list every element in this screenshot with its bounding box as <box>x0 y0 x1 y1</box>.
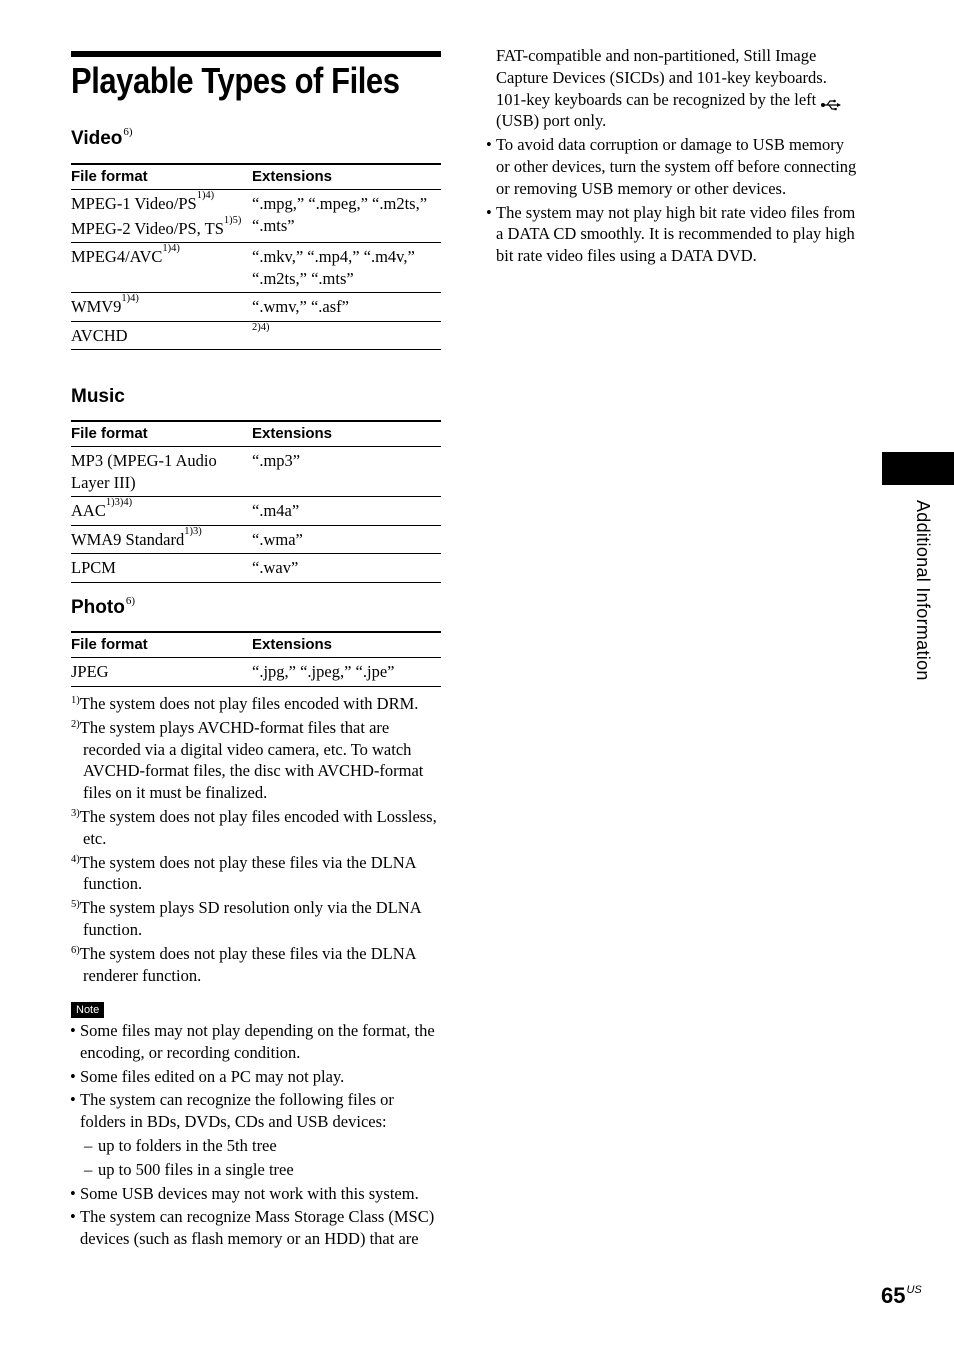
list-item-text: The system may not play high bit rate video files from a DATA CD smoothly. It is recommended to play high bit rate video files using a DATA DVD. <box>496 202 856 266</box>
list-item <box>70 1089 442 1133</box>
photo-heading-text: Photo <box>71 597 125 618</box>
format-cell <box>71 447 252 497</box>
usb-icon <box>820 95 842 107</box>
format-line <box>71 214 252 240</box>
format-cell <box>71 243 252 293</box>
table-header-row <box>71 632 441 658</box>
column-header-format: File format <box>71 164 252 190</box>
extensions-cell: “.mkv,” “.mp4,” “.m4v,” “.m2ts,” “.mts” <box>252 243 441 293</box>
footnote-mark: 6) <box>71 944 80 956</box>
note-list-right <box>486 134 858 267</box>
footnote-text: The system plays SD resolution only via the DLNA function. <box>79 898 421 939</box>
dash: – <box>84 1159 93 1179</box>
table-row <box>71 554 441 583</box>
extensions-cell: “.mp3” <box>252 447 441 497</box>
video-heading-text: Video <box>71 128 123 149</box>
extensions-cell: “.jpg,” “.jpeg,” “.jpe” <box>252 658 441 687</box>
footnote-text: The system does not play files encoded with DRM. <box>79 694 419 713</box>
continuation-text <box>486 45 858 132</box>
format-note: 1)3)4) <box>105 497 133 508</box>
list-item-text: Some files may not play depending on the format, the encoding, or recording condition. <box>80 1021 435 1062</box>
list-item-text: The system can recognize Mass Storage Class (MSC) devices (such as flash memory or an HDD) that are <box>80 1207 435 1249</box>
format-line <box>71 190 252 215</box>
video-heading <box>71 128 133 150</box>
table-row <box>71 497 441 526</box>
table-row <box>71 190 441 243</box>
footnote-mark: 2) <box>71 718 80 730</box>
footnote-mark: 1) <box>71 695 80 706</box>
table-row <box>71 321 441 350</box>
list-item <box>486 202 858 267</box>
list-item-text: up to folders in the 5th tree <box>98 1135 277 1155</box>
format-cell <box>71 497 252 526</box>
format-text: MPEG-1 Video/PS <box>71 194 197 213</box>
note-list <box>70 1020 442 1252</box>
format-note: 1)4) <box>162 243 180 254</box>
music-table <box>71 420 441 583</box>
photo-table <box>71 631 441 687</box>
footnote <box>71 693 443 715</box>
video-heading-note: 6) <box>123 126 133 138</box>
extensions-cell <box>252 321 441 350</box>
format-text: WMV9 <box>71 297 122 316</box>
footnote <box>71 806 443 850</box>
extensions-note: 2)4) <box>252 321 270 333</box>
bullet: • <box>70 1021 76 1040</box>
format-text: MPEG-2 Video/PS, TS <box>71 218 224 238</box>
bullet: • <box>70 1066 76 1086</box>
bullet: • <box>70 1090 76 1110</box>
format-text: WMA9 Standard <box>71 529 185 549</box>
format-cell: JPEG <box>71 658 252 687</box>
bullet: • <box>486 202 492 222</box>
list-item-text: up to 500 files in a single tree <box>98 1159 294 1179</box>
format-cell <box>71 190 252 243</box>
table-row <box>71 525 441 554</box>
column-header-format: File format <box>71 421 252 447</box>
format-note: 1)5) <box>223 214 242 226</box>
bullet: • <box>70 1207 76 1227</box>
extensions-cell: “.mpg,” “.mpeg,” “.m2ts,” “.mts” <box>252 190 441 243</box>
format-cell <box>71 321 252 350</box>
format-text: MP3 (MPEG-1 Audio Layer III) <box>71 451 217 492</box>
format-cell <box>71 525 252 554</box>
format-cell <box>71 554 252 583</box>
list-subitem <box>70 1135 442 1157</box>
page-number <box>881 1283 922 1309</box>
table-row <box>71 447 441 497</box>
continuation-text-b: (USB) port only. <box>496 111 607 131</box>
footnotes <box>71 693 443 988</box>
page-number-suffix: US <box>906 1284 922 1296</box>
format-text: MPEG4/AVC <box>71 247 163 266</box>
page-title: Playable Types of Files <box>71 60 400 101</box>
list-item <box>70 1183 442 1205</box>
format-note: 1)4) <box>121 293 139 304</box>
video-table <box>71 163 441 350</box>
footnote-mark: 5) <box>71 899 80 911</box>
list-item-text: To avoid data corruption or damage to USB memory or other devices, turn the system off before connecting or removing USB memory or other devices. <box>496 135 857 198</box>
side-tab-block <box>882 452 954 485</box>
format-text: AAC <box>71 501 106 520</box>
extensions-cell: “.m4a” <box>252 497 441 526</box>
list-item <box>70 1020 442 1064</box>
list-item-text: The system can recognize the following files or folders in BDs, DVDs, CDs and USB devices: <box>80 1090 394 1132</box>
note-continuation <box>486 45 858 269</box>
footnote-text: The system does not play files encoded with Lossless, etc. <box>79 806 437 848</box>
title-rule <box>71 51 441 57</box>
format-cell <box>71 293 252 322</box>
table-header-row <box>71 421 441 447</box>
music-heading: Music <box>71 386 125 407</box>
list-subitem <box>70 1159 442 1181</box>
footnote-mark: 4) <box>71 853 80 865</box>
list-item <box>486 134 858 199</box>
photo-heading <box>71 597 135 619</box>
footnote-text: The system does not play these files via the DLNA function. <box>79 852 416 894</box>
extensions-cell: “.wma” <box>252 525 441 554</box>
photo-heading-note: 6) <box>125 595 135 607</box>
list-item-text: Some USB devices may not work with this system. <box>80 1183 419 1203</box>
footnote-text: The system does not play these files via the DLNA renderer function. <box>79 943 416 985</box>
format-text: LPCM <box>71 558 116 577</box>
note-badge: Note <box>71 1002 104 1018</box>
extensions-cell: “.wmv,” “.asf” <box>252 293 441 322</box>
list-item <box>70 1066 442 1088</box>
column-header-format: File format <box>71 632 252 658</box>
format-note: 1)3) <box>184 525 202 537</box>
format-text: AVCHD <box>71 325 128 345</box>
continuation-text-a: FAT-compatible and non-partitioned, Still Image Capture Devices (SICDs) and 101-key keyboards. 101-key keyboards can be recognized by the left <box>496 46 827 109</box>
footnote <box>71 943 443 987</box>
list-item <box>70 1206 442 1250</box>
column-header-extensions: Extensions <box>252 421 441 447</box>
table-row <box>71 293 441 322</box>
footnote-mark: 3) <box>71 807 80 819</box>
footnote <box>71 717 443 804</box>
dash: – <box>84 1135 93 1155</box>
table-header-row <box>71 164 441 190</box>
footnote <box>71 897 443 941</box>
bullet: • <box>486 135 492 155</box>
column-header-extensions: Extensions <box>252 632 441 658</box>
bullet: • <box>70 1183 76 1203</box>
format-note: 1)4) <box>196 190 215 201</box>
footnote-text: The system plays AVCHD-format files that are recorded via a digital video camera, etc. To watch AVCHD-format files, the disc with AVCHD-format files on it must be finalized. <box>79 717 424 803</box>
page-number-value: 65 <box>881 1283 906 1308</box>
table-row <box>71 243 441 293</box>
footnote <box>71 852 443 896</box>
table-row <box>71 658 441 687</box>
extensions-cell: “.wav” <box>252 554 441 583</box>
side-tab-label: Additional Information <box>913 500 933 681</box>
column-header-extensions: Extensions <box>252 164 441 190</box>
list-item-text: Some files edited on a PC may not play. <box>80 1066 345 1086</box>
